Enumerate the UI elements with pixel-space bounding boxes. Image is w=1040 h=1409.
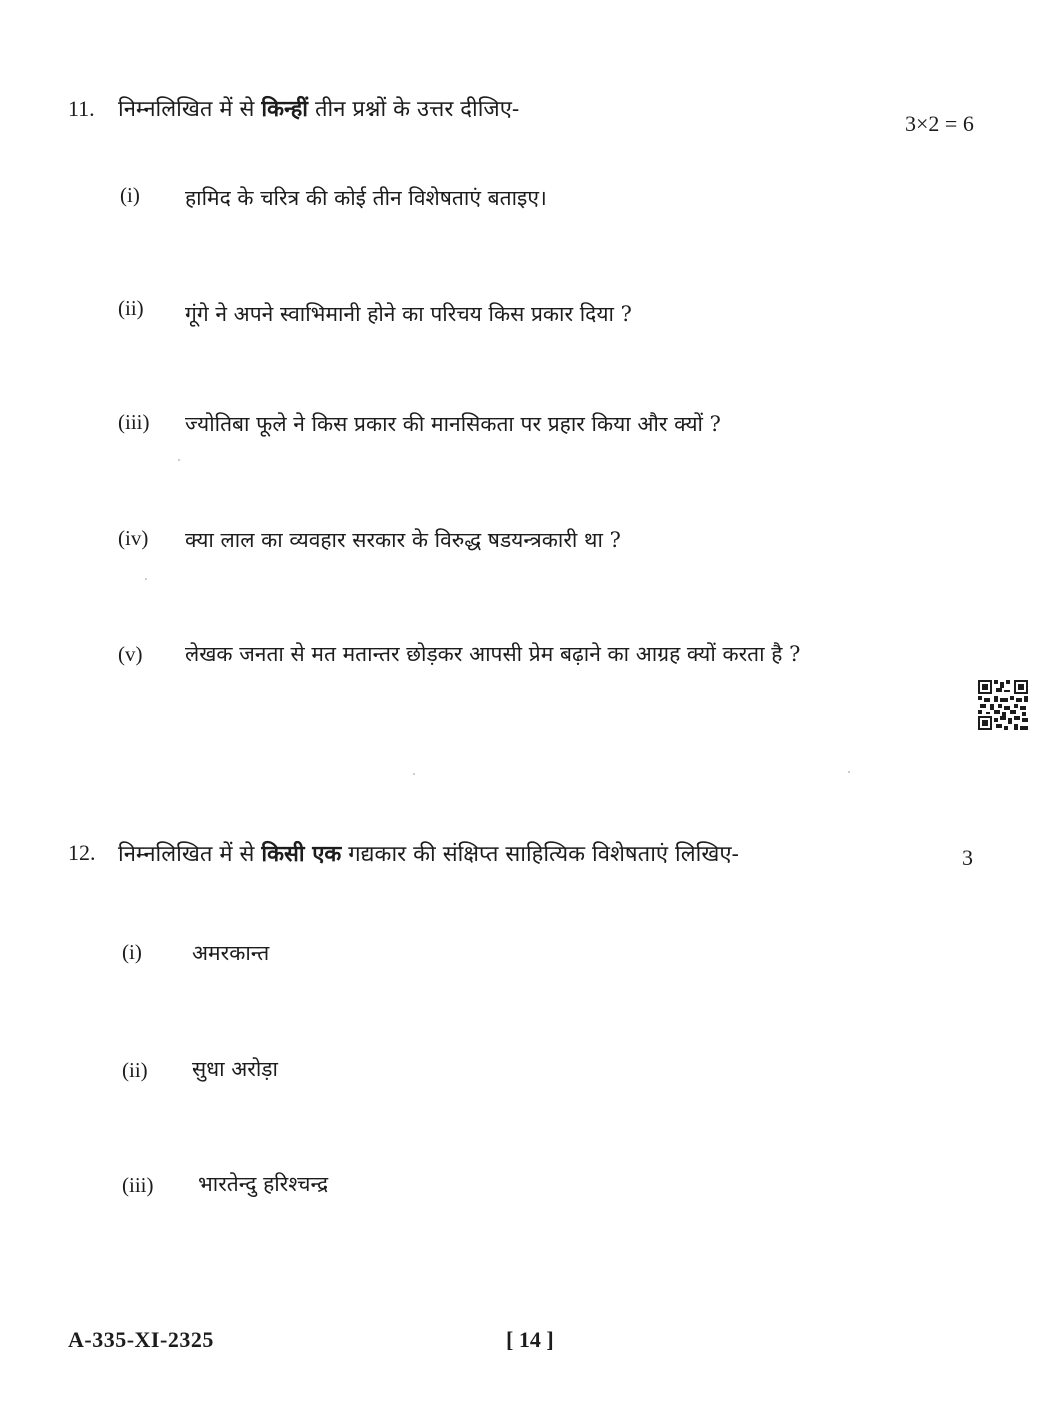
q11-item-label: (i): [120, 183, 140, 207]
q11-item-text: गूंगे ने अपने स्वाभिमानी होने का परिचय किस प्रकार दिया ?: [185, 302, 632, 326]
scan-speck: [178, 459, 180, 461]
q12-item-label: (iii): [122, 1173, 154, 1197]
question-12-bold: किसी एक: [261, 841, 342, 867]
q11-item-label: (v): [118, 642, 143, 666]
q11-item-label: (ii): [118, 296, 144, 320]
question-11-bold: किन्हीं: [261, 96, 308, 122]
paper-code: A-335-XI-2325: [68, 1327, 214, 1352]
scan-speck: [413, 773, 415, 775]
scan-speck: [848, 771, 850, 773]
qr-code-icon: [978, 680, 1028, 730]
page-number: [ 14 ]: [506, 1327, 554, 1352]
question-12-suffix: गद्यकार की संक्षिप्त साहित्यिक विशेषताएं लिखिए-: [348, 842, 739, 867]
question-11-suffix: तीन प्रश्नों के उत्तर दीजिए-: [314, 97, 520, 122]
q11-item-label: (iv): [118, 526, 149, 550]
question-11-prefix: निम्नलिखित में से: [118, 97, 255, 122]
q11-item-text: हामिद के चरित्र की कोई तीन विशेषताएं बताइए।: [185, 186, 547, 210]
question-11-number: 11.: [68, 96, 95, 121]
scan-speck: [145, 578, 147, 580]
q12-item-text: अमरकान्त: [192, 941, 270, 965]
question-11-instruction: [118, 93, 519, 123]
q11-item-label: (iii): [118, 410, 150, 434]
q12-item-label: (ii): [122, 1058, 148, 1082]
question-12-marks: 3: [962, 845, 973, 870]
q11-item-text: लेखक जनता से मत मतान्तर छोड़कर आपसी प्रेम बढ़ाने का आग्रह क्यों करता है ?: [185, 642, 801, 666]
q11-item-text: क्या लाल का व्यवहार सरकार के विरुद्ध षडयन्त्रकारी था ?: [185, 528, 621, 552]
q12-item-label: (i): [122, 940, 142, 964]
question-12-instruction: [118, 838, 739, 868]
question-11-marks: 3×2 = 6: [905, 111, 974, 136]
question-12-prefix: निम्नलिखित में से: [118, 842, 255, 867]
q11-item-text: ज्योतिबा फूले ने किस प्रकार की मानसिकता पर प्रहार किया और क्यों ?: [185, 412, 721, 436]
q12-item-text: भारतेन्दु हरिश्चन्द्र: [198, 1172, 329, 1196]
question-12-number: 12.: [68, 840, 96, 865]
q12-item-text: सुधा अरोड़ा: [192, 1057, 278, 1081]
